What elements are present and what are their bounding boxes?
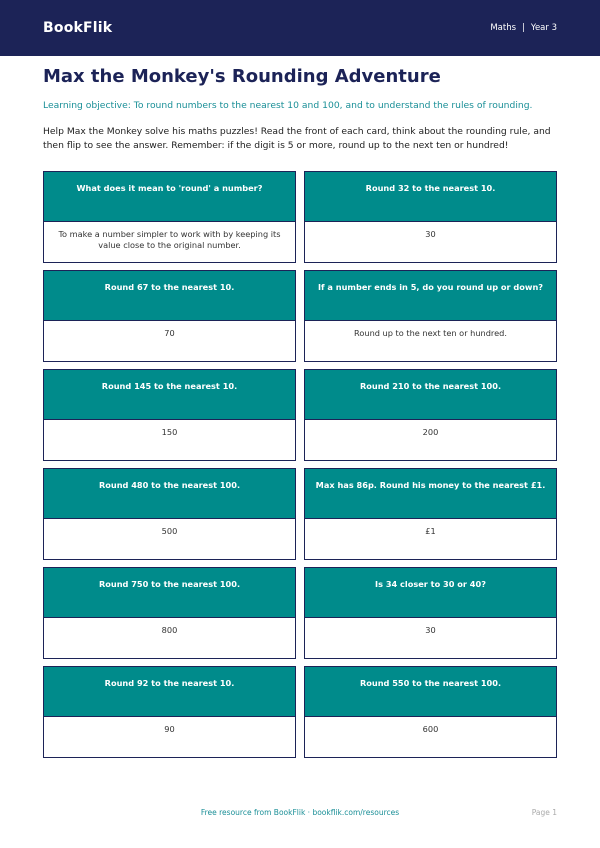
flashcard[interactable]	[304, 666, 557, 758]
intro-text: Help Max the Monkey solve his maths puzzles! Read the front of each card, think about the rounding rule, and then flip to see the answer. Remember: if the digit is 5 or more, round up to the next ten or hundred!	[43, 126, 551, 151]
card-back: 30	[305, 221, 556, 262]
card-front: Round 750 to the nearest 100.	[44, 568, 295, 617]
card-front: Round 550 to the nearest 100.	[305, 667, 556, 716]
card-back: 800	[44, 617, 295, 658]
subject-label: Maths	[490, 23, 517, 33]
flashcard-grid	[43, 171, 557, 758]
card-back: 90	[44, 716, 295, 757]
flashcard[interactable]	[43, 171, 296, 263]
header-meta	[490, 23, 557, 33]
card-front: Round 92 to the nearest 10.	[44, 667, 295, 716]
card-front: Round 145 to the nearest 10.	[44, 370, 295, 419]
flashcard[interactable]	[304, 369, 557, 461]
flashcard[interactable]	[43, 468, 296, 560]
card-back: 500	[44, 518, 295, 559]
flashcard[interactable]	[43, 567, 296, 659]
card-back: 150	[44, 419, 295, 460]
year-label: Year 3	[530, 23, 557, 33]
flashcard[interactable]	[304, 171, 557, 263]
flashcard[interactable]	[304, 468, 557, 560]
footer-link[interactable]: Free resource from BookFlik · bookflik.com/resources	[200, 808, 400, 817]
page-title: Max the Monkey's Rounding Adventure	[43, 66, 441, 87]
card-back: 200	[305, 419, 556, 460]
learning-objective: Learning objective: To round numbers to the nearest 10 and 100, and to understand the rules of rounding.	[43, 100, 533, 111]
page-header	[0, 0, 600, 56]
card-back: 600	[305, 716, 556, 757]
brand-logo[interactable]: BookFlik	[43, 20, 113, 36]
card-back: To make a number simpler to work with by keeping its value close to the original number.	[44, 221, 295, 262]
card-back: £1	[305, 518, 556, 559]
card-back: 30	[305, 617, 556, 658]
card-front: Round 32 to the nearest 10.	[305, 172, 556, 221]
card-front: Is 34 closer to 30 or 40?	[305, 568, 556, 617]
page-number: Page 1	[531, 808, 557, 817]
card-front: If a number ends in 5, do you round up or down?	[305, 271, 556, 320]
meta-separator: |	[522, 23, 525, 33]
card-back: Round up to the next ten or hundred.	[305, 320, 556, 361]
card-front: What does it mean to 'round' a number?	[44, 172, 295, 221]
card-front: Max has 86p. Round his money to the nearest £1.	[305, 469, 556, 518]
flashcard[interactable]	[43, 666, 296, 758]
card-front: Round 210 to the nearest 100.	[305, 370, 556, 419]
card-front: Round 480 to the nearest 100.	[44, 469, 295, 518]
flashcard[interactable]	[304, 567, 557, 659]
card-front: Round 67 to the nearest 10.	[44, 271, 295, 320]
flashcard[interactable]	[304, 270, 557, 362]
flashcard[interactable]	[43, 369, 296, 461]
flashcard[interactable]	[43, 270, 296, 362]
card-back: 70	[44, 320, 295, 361]
